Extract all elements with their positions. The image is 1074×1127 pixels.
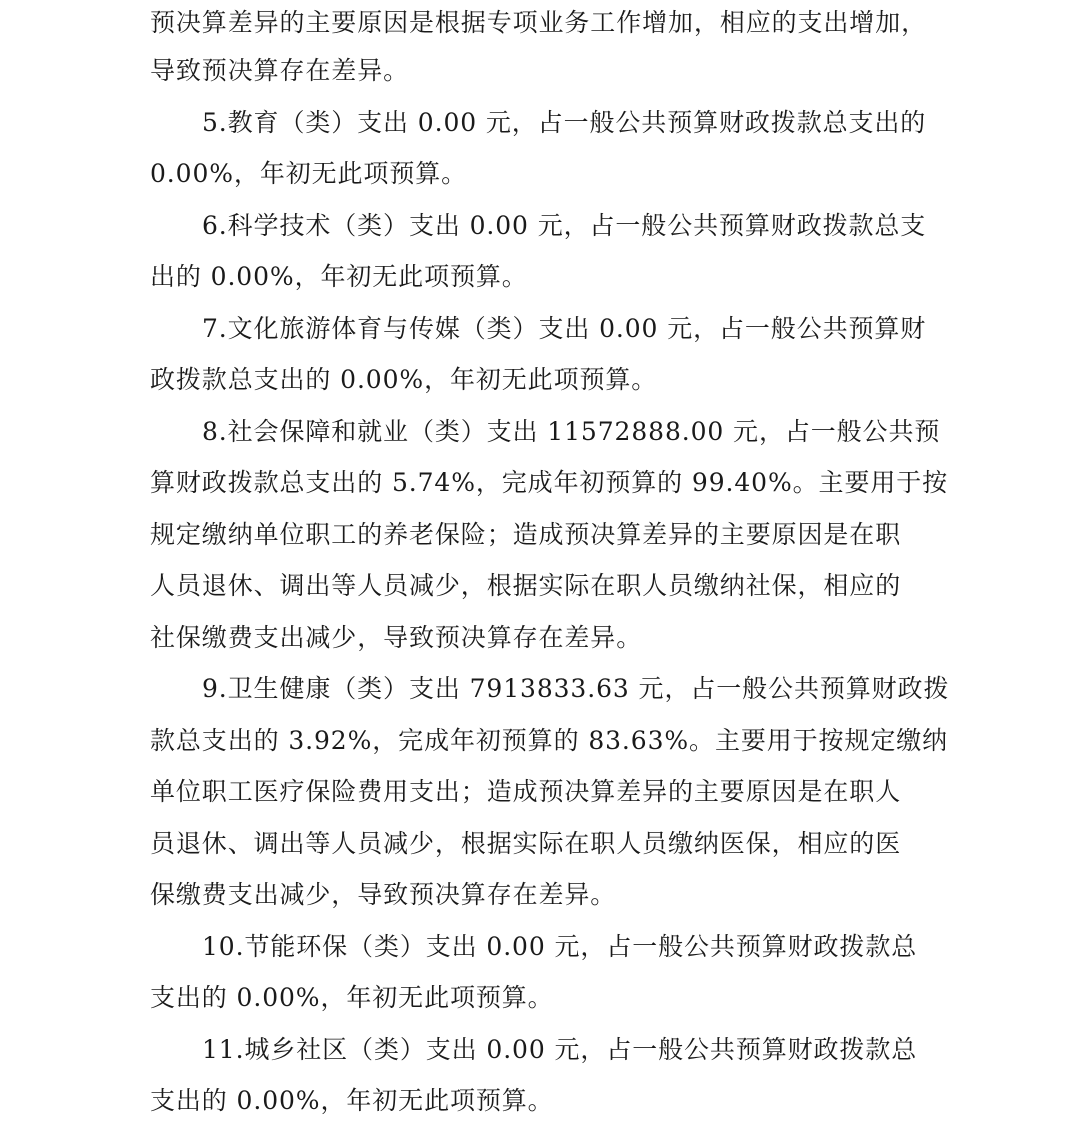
paragraph-environment-line: 10.节能环保（类）支出 0.00 元，占一般公共预算财政拨款总: [202, 931, 918, 961]
text-line: 规定缴纳单位职工的养老保险；造成预决算差异的主要原因是在职: [150, 519, 902, 549]
paragraph-urban-rural-line: 11.城乡社区（类）支出 0.00 元，占一般公共预算财政拨款总: [202, 1034, 918, 1064]
text-line: 支出的 0.00%，年初无此项预算。: [150, 983, 554, 1012]
text-line: 保缴费支出减少，导致预决算存在差异。: [150, 880, 617, 909]
paragraph-science-line: 6.科学技术（类）支出 0.00 元，占一般公共预算财政拨款总支: [202, 210, 927, 240]
text-line: 算财政拨款总支出的 5.74%，完成年初预算的 99.40%。主要用于按: [150, 468, 949, 497]
text-line: 导致预决算存在差异。: [150, 56, 410, 85]
paragraph-social-security-line: 8.社会保障和就业（类）支出 11572888.00 元，占一般公共预: [202, 416, 941, 446]
text-line: 支出的 0.00%，年初无此项预算。: [150, 1086, 554, 1115]
text-line: 员退休、调出等人员减少，根据实际在职人员缴纳医保，相应的医: [150, 828, 902, 858]
text-line: 政拨款总支出的 0.00%，年初无此项预算。: [150, 365, 658, 394]
text-line: 款总支出的 3.92%，完成年初预算的 83.63%。主要用于按规定缴纳: [150, 725, 949, 755]
text-line: 出的 0.00%，年初无此项预算。: [150, 262, 528, 291]
paragraph-culture-line: 7.文化旅游体育与传媒（类）支出 0.00 元，占一般公共预算财: [202, 313, 927, 343]
text-line: 单位职工医疗保险费用支出；造成预决算差异的主要原因是在职人: [150, 777, 902, 806]
paragraph-health-line: 9.卫生健康（类）支出 7913833.63 元，占一般公共预算财政拨: [202, 674, 950, 703]
document-page: [150, 0, 950, 1127]
text-line: 0.00%，年初无此项预算。: [150, 159, 468, 188]
text-line: 预决算差异的主要原因是根据专项业务工作增加，相应的支出增加，: [150, 8, 928, 37]
text-line: 人员退休、调出等人员减少，根据实际在职人员缴纳社保，相应的: [150, 571, 902, 600]
text-line: 社保缴费支出减少，导致预决算存在差异。: [150, 622, 643, 652]
paragraph-education-line: 5.教育（类）支出 0.00 元，占一般公共预算财政拨款总支出的: [202, 107, 927, 137]
